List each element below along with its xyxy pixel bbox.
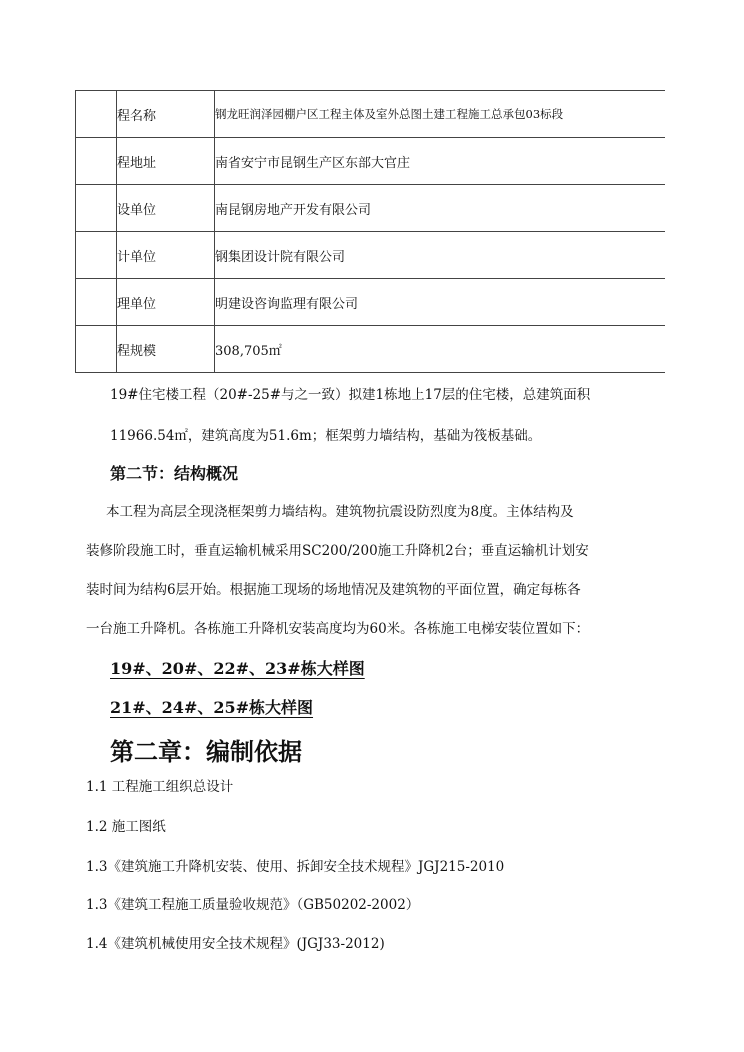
row-value: 钢集团设计院有限公司: [215, 232, 666, 279]
reference-item: 1.2 施工图纸: [86, 819, 166, 835]
section-heading: 第二节：结构概况: [110, 464, 239, 483]
reference-item: 1.3《建筑工程施工质量验收规范》（GB50202-2002）: [86, 897, 420, 913]
paragraph-line: 装时间为结构6层开始。根据施工现场的场地情况及建筑物的平面位置，确定每栋各: [86, 582, 581, 598]
table-row: [76, 138, 666, 185]
row-label: 理单位: [117, 279, 215, 326]
chapter-heading: 第二章：编制依据: [110, 737, 302, 766]
row-label: 程名称: [117, 91, 215, 138]
table-row: [76, 185, 666, 232]
row-value: 南昆钢房地产开发有限公司: [215, 185, 666, 232]
row-value: 南省安宁市昆钢生产区东部大官庄: [215, 138, 666, 185]
reference-item: 1.4《建筑机械使用安全技术规程》(JGJ33-2012): [86, 936, 385, 952]
paragraph-line: 一台施工升降机。各栋施工升降机安装高度均为60米。各栋施工电梯安装位置如下：: [86, 621, 590, 637]
paragraph-line: 本工程为高层全现浇框架剪力墙结构。建筑物抗震设防烈度为8度。主体结构及: [106, 504, 574, 520]
row-label: 设单位: [117, 185, 215, 232]
row-value: 钢龙旺润泽园棚户区工程主体及室外总图土建工程施工总承包03标段: [215, 91, 666, 138]
row-value: 308,705㎡: [215, 326, 666, 373]
detail-drawing-link-21-24-25[interactable]: 21#、24#、25#栋大样图: [110, 698, 314, 717]
reference-item: 1.3《建筑施工升降机安装、使用、拆卸安全技术规程》JGJ215-2010: [86, 859, 505, 875]
intro-line: 11966.54㎡，建筑高度为51.6m；框架剪力墙结构，基础为筏板基础。: [110, 428, 542, 444]
row-label: 程地址: [117, 138, 215, 185]
table-row: [76, 279, 666, 326]
table-row: [76, 232, 666, 279]
reference-item: 1.1 工程施工组织总设计: [86, 779, 234, 795]
table-row: [76, 326, 666, 373]
paragraph-line: 装修阶段施工时，垂直运输机械采用SC200/200施工升降机2台；垂直运输机计划安: [86, 543, 589, 559]
row-value: 明建设咨询监理有限公司: [215, 279, 666, 326]
row-label: 程规模: [117, 326, 215, 373]
project-info-table: [75, 90, 665, 373]
row-label: 计单位: [117, 232, 215, 279]
detail-drawing-link-19-20-22-23[interactable]: 19#、20#、22#、23#栋大样图: [110, 659, 365, 678]
intro-line: 19#住宅楼工程（20#-25#与之一致）拟建1栋地上17层的住宅楼，总建筑面积: [110, 387, 591, 403]
table-row: [76, 91, 666, 138]
